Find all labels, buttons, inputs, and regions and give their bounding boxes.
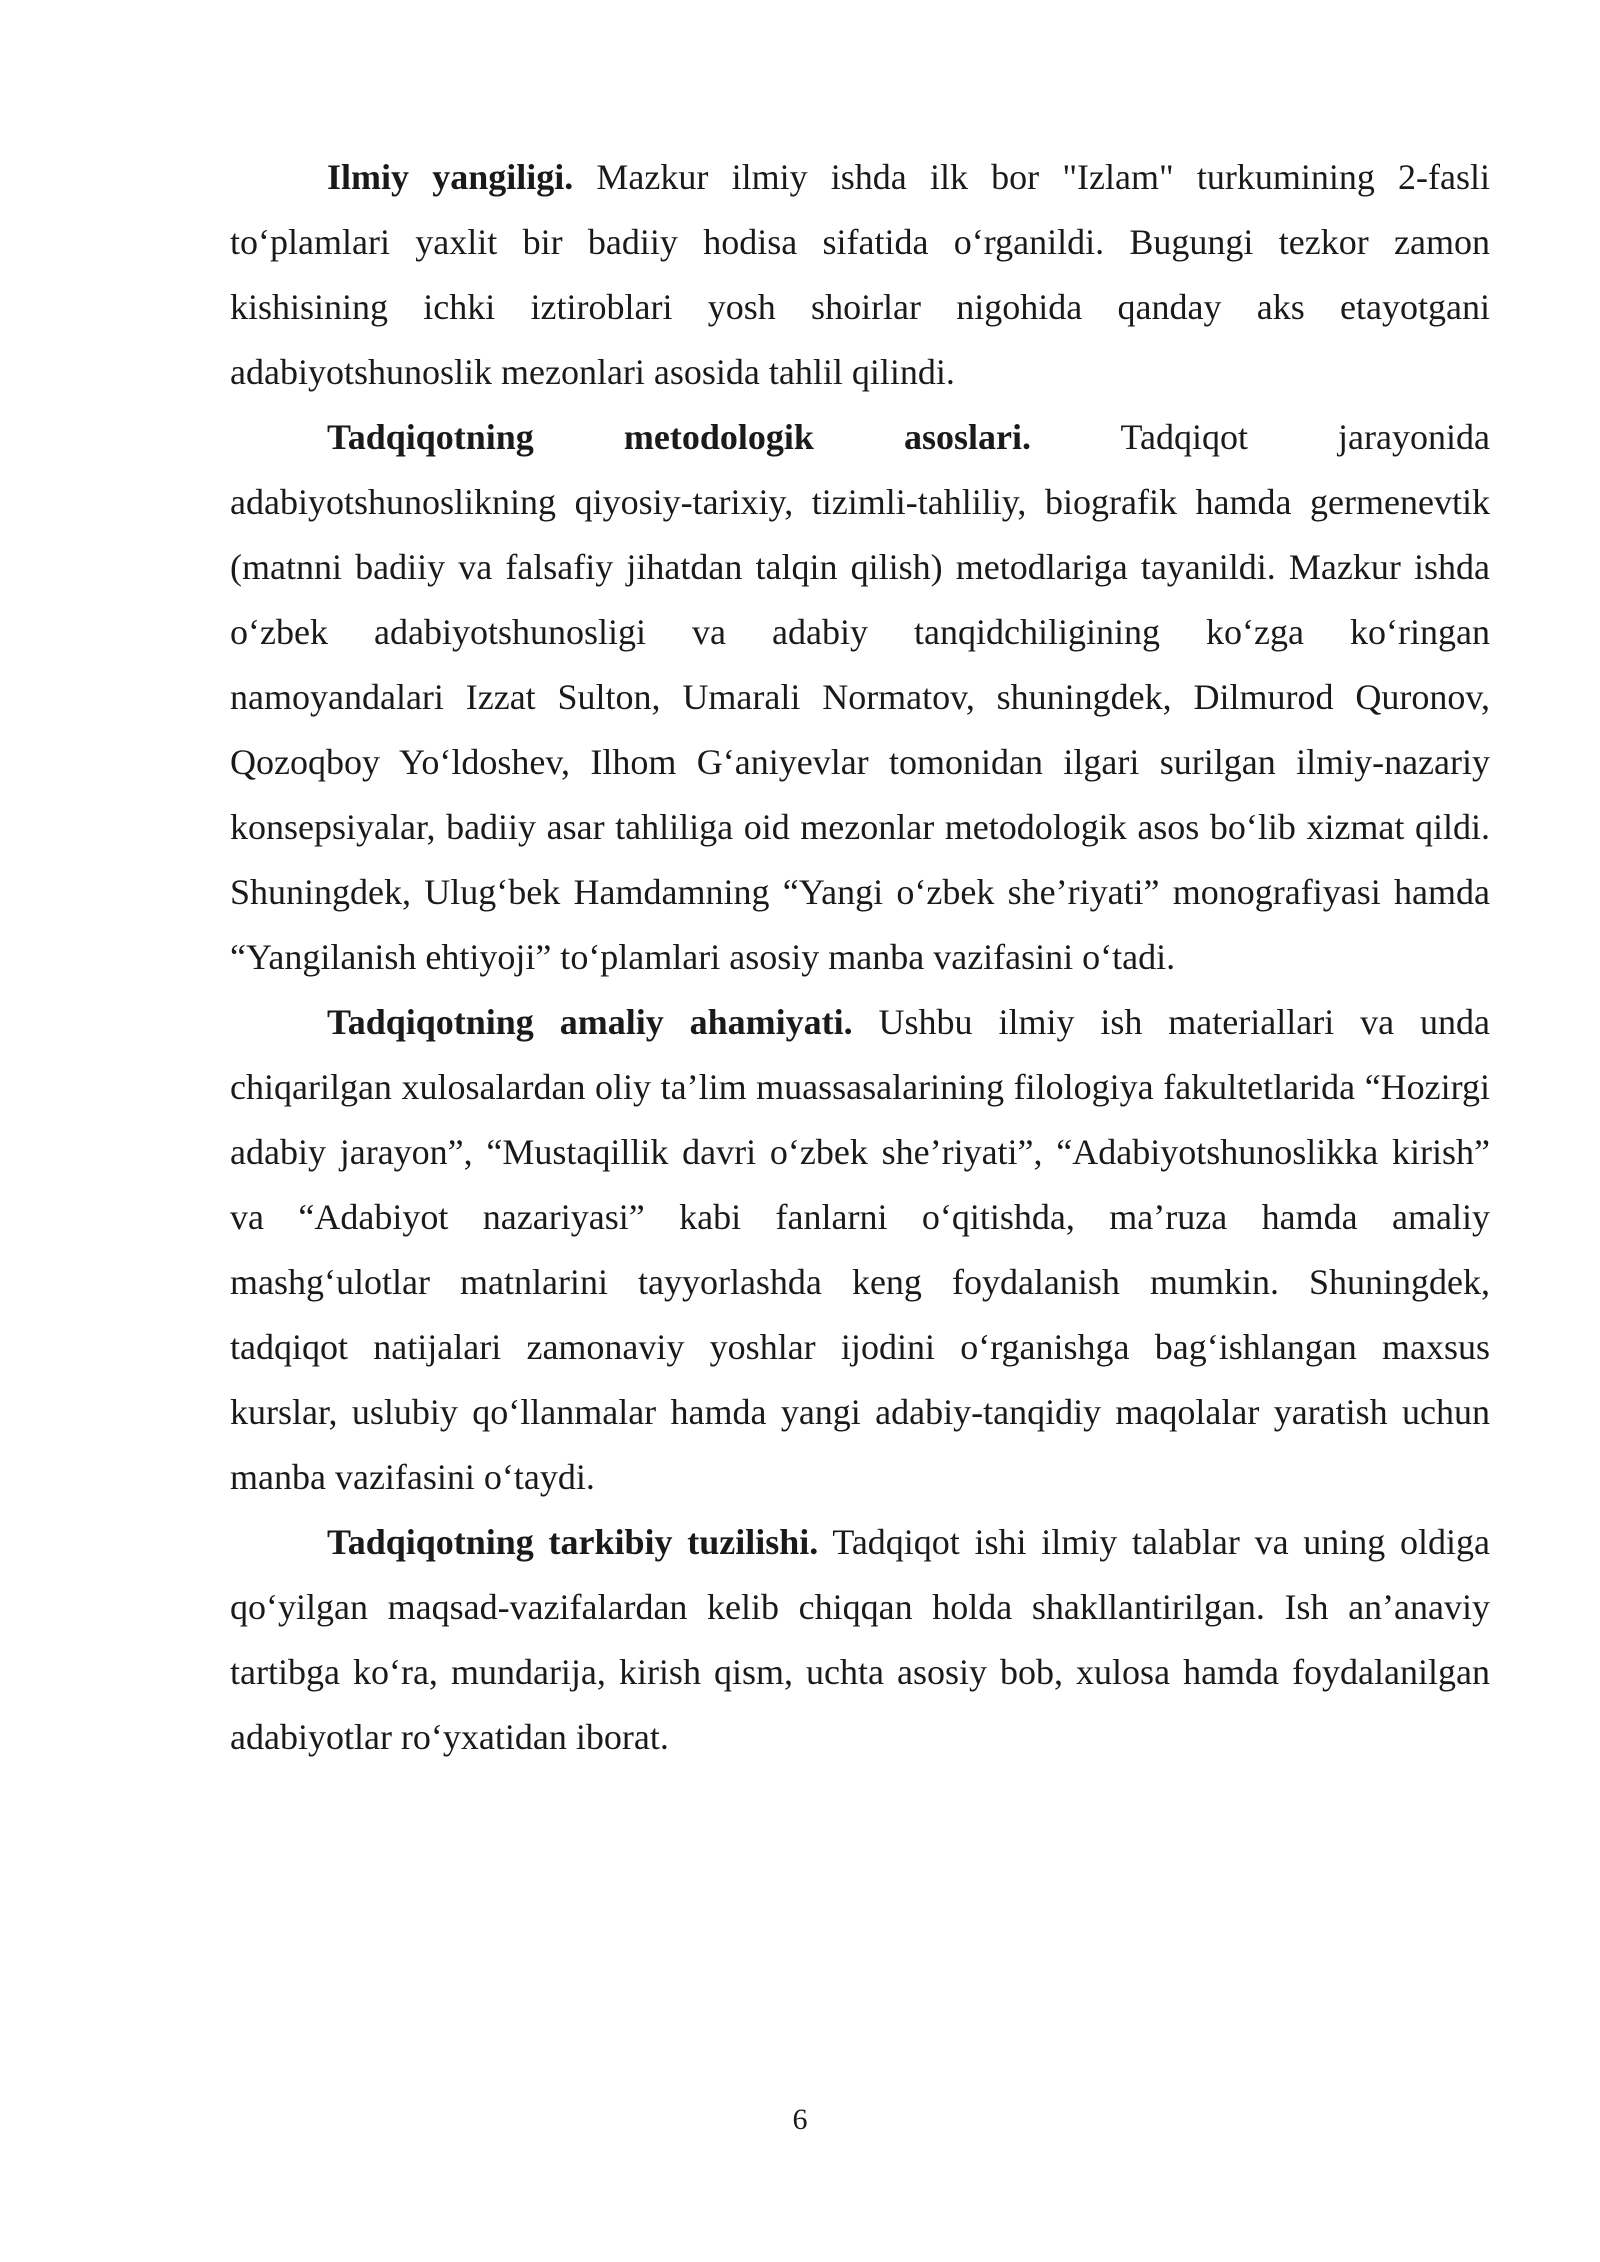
paragraph-body: Mazkur ilmiy ishda ilk bor "Izlam" turkumining 2-fasli to‘plamlari yaxlit bir badiiy hodisa sifatida o‘rganildi. Bugungi tezkor zamon kishisining ichki iztiroblari yosh shoirlar nigohida qanday aks etayotgani adabiyotshunoslik mezonlari asosida tahlil qilindi. <box>230 157 1491 392</box>
paragraph-body: Tadqiqot jarayonida adabiyotshunoslikning qiyosiy-tarixiy, tizimli-tahliliy, biografik hamda germenevtik (matnni badiiy va falsafiy jihatdan talqin qilish) metodlariga tayanildi. Mazkur ishda o‘zbek adabiyotshunosligi va adabiy tanqidchiligining ko‘zga ko‘ringan namoyandalari Izzat Sulton, Umarali Normatov, shuningdek, Dilmurod Quronov, Qozoqboy Yo‘ldoshev, Ilhom G‘aniyevlar tomonidan ilgari surilgan ilmiy-nazariy konsepsiyalar, badiiy asar tahliliga oid mezonlar metodologik asos bo‘lib xizmat qildi. Shuningdek, Ulug‘bek Hamdamning “Yangi o‘zbek she’riyati” monografiyasi hamda “Yangilanish ehtiyoji” to‘plamlari asosiy manba vazifasini o‘tadi. <box>230 417 1490 977</box>
paragraph-scientific-novelty <box>230 145 1490 405</box>
paragraph-body: Ushbu ilmiy ish materiallari va unda chiqarilgan xulosalardan oliy ta’lim muassasalarining filologiya fakultetlarida “Hozirgi adabiy jarayon”, “Mustaqillik davri o‘zbek she’riyati”, “Adabiyotshunoslikka kirish” va “Adabiyot nazariyasi” kabi fanlarni o‘qitishda, ma’ruza hamda amaliy mashg‘ulotlar matnlarini tayyorlashda keng foydalanish mumkin. Shuningdek, tadqiqot natijalari zamonaviy yoshlar ijodini o‘rganishga bag‘ishlangan maxsus kurslar, uslubiy qo‘llanmalar hamda yangi adabiy-tanqidiy maqolalar yaratish uchun manba vazifasini o‘taydi. <box>230 1002 1490 1497</box>
page-number: 6 <box>792 2103 808 2136</box>
paragraph-structure <box>230 1510 1490 1770</box>
paragraph-heading: Tadqiqotning amaliy ahamiyati. <box>327 1002 853 1042</box>
paragraph-practical-significance <box>230 990 1490 1510</box>
paragraph-heading: Tadqiqotning metodologik asoslari. <box>327 417 1032 457</box>
document-page <box>230 145 1490 1770</box>
paragraph-heading: Ilmiy yangiligi. <box>327 157 574 197</box>
paragraph-body: Tadqiqot ishi ilmiy talablar va uning oldiga qo‘yilgan maqsad-vazifalardan kelib chiqqan holda shakllantirilgan. Ish an’anaviy tartibga ko‘ra, mundarija, kirish qism, uchta asosiy bob, xulosa hamda foydalanilgan adabiyotlar ro‘yxatidan iborat. <box>230 1522 1490 1757</box>
paragraph-methodology <box>230 405 1490 990</box>
paragraph-heading: Tadqiqotning tarkibiy tuzilishi. <box>327 1522 819 1562</box>
